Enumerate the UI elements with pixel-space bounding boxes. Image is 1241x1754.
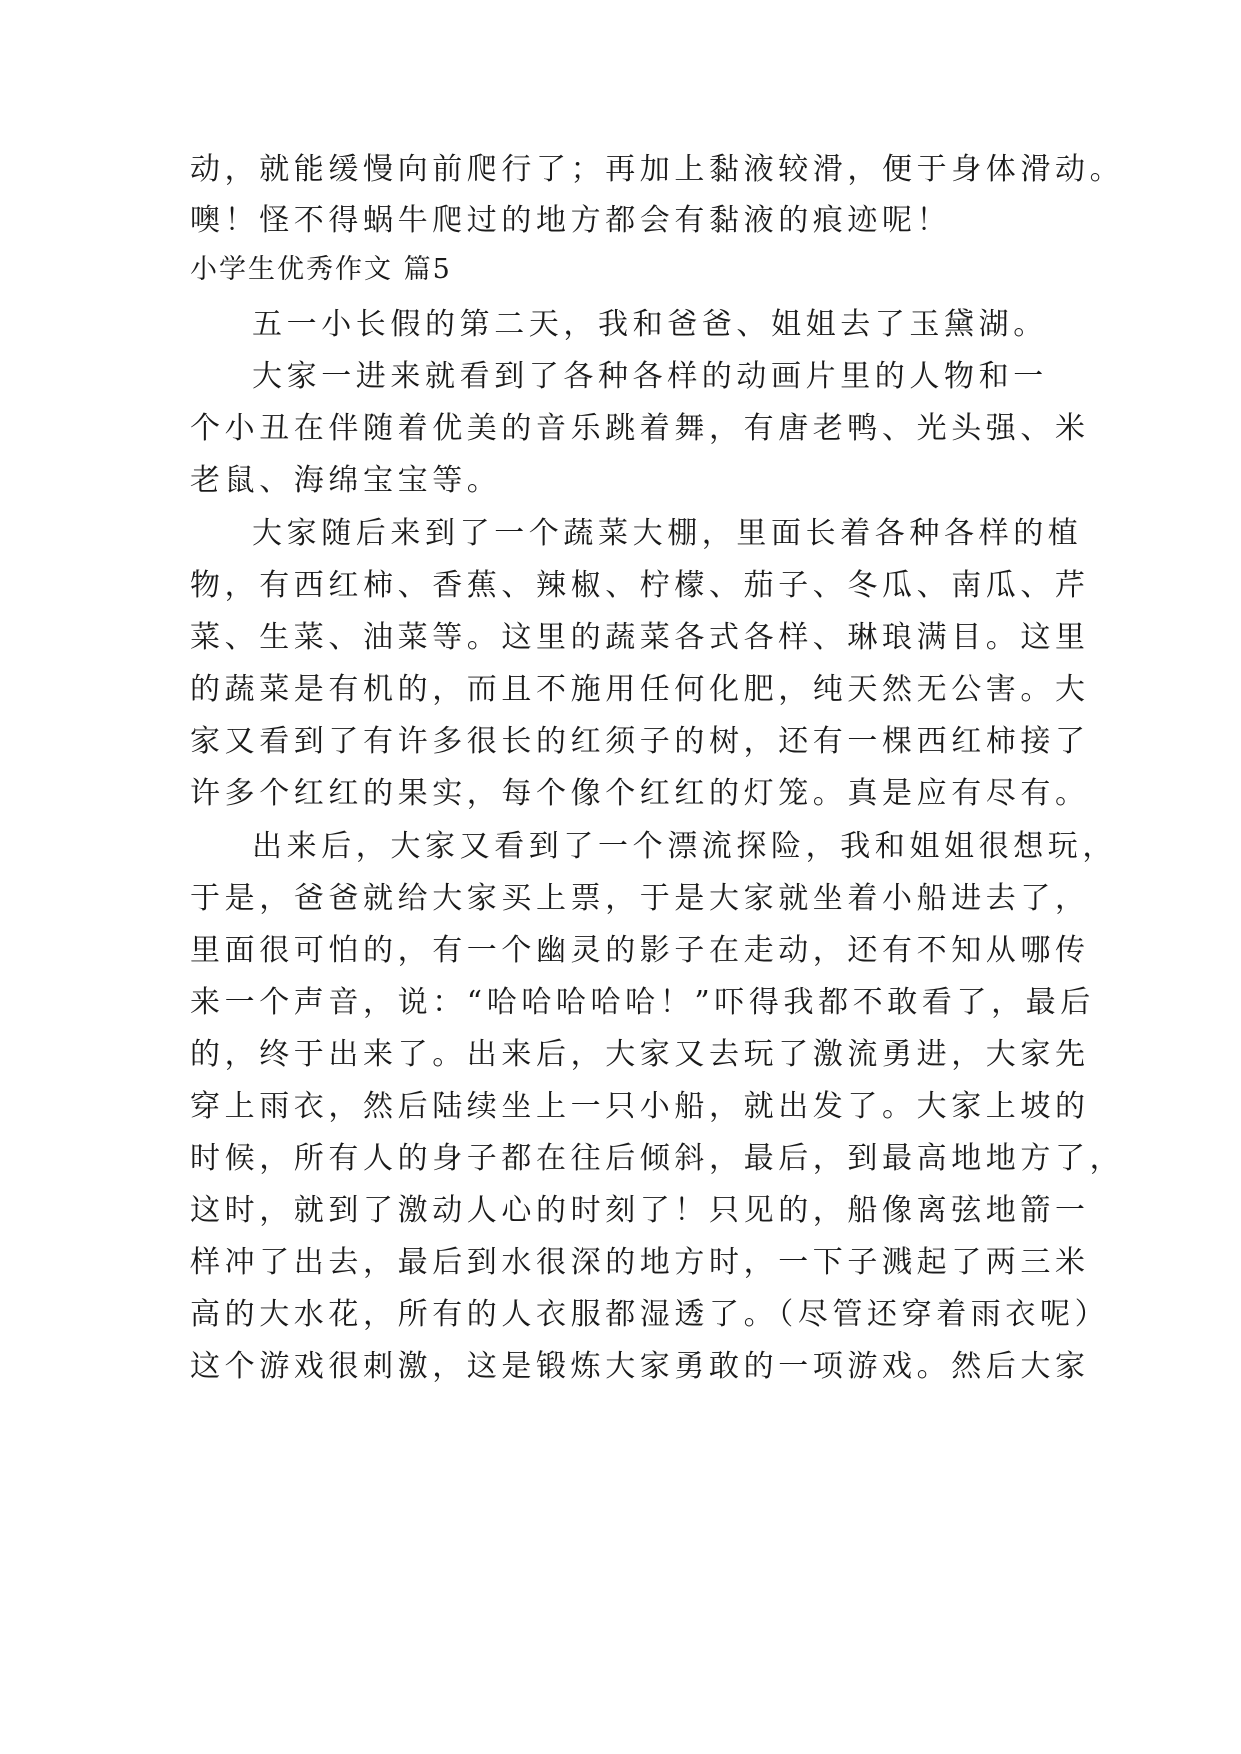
text-line: 菜、生菜、油菜等。这里的蔬菜各式各样、琳琅满目。这里: [190, 620, 1090, 655]
text-line: 个小丑在伴随着优美的音乐跳着舞，有唐老鸭、光头强、米: [190, 411, 1090, 446]
text-line: 的蔬菜是有机的，而且不施用任何化肥，纯天然无公害。大: [190, 672, 1090, 707]
text-line: 动，就能缓慢向前爬行了；再加上黏液较滑，便于身体滑动。: [190, 152, 1125, 187]
text-line: 样冲了出去，最后到水很深的地方时，一下子溅起了两三米: [190, 1245, 1090, 1280]
text-line: 噢！怪不得蜗牛爬过的地方都会有黏液的痕迹呢！: [190, 203, 952, 238]
text-line: 于是，爸爸就给大家买上票，于是大家就坐着小船进去了，: [190, 881, 1090, 916]
text-line: 里面很可怕的，有一个幽灵的影子在走动，还有不知从哪传: [190, 933, 1090, 968]
section-title: 小学生优秀作文 篇5: [190, 254, 452, 285]
text-line: 这时，就到了激动人心的时刻了！只见的，船像离弦地箭一: [190, 1193, 1090, 1228]
text-line: 时候，所有人的身子都在往后倾斜，最后，到最高地地方了，: [190, 1141, 1125, 1176]
text-line: 穿上雨衣，然后陆续坐上一只小船，就出发了。大家上坡的: [190, 1089, 1090, 1124]
text-line: 老鼠、海绵宝宝等。: [190, 463, 502, 498]
text-line: 物，有西红柿、香蕉、辣椒、柠檬、茄子、冬瓜、南瓜、芹: [190, 568, 1090, 603]
text-line: 高的大水花，所有的人衣服都湿透了。（尽管还穿着雨衣呢）: [190, 1297, 1110, 1332]
text-line: 大家一进来就看到了各种各样的动画片里的人物和一: [252, 359, 1048, 394]
text-line: 许多个红红的果实，每个像个红红的灯笼。真是应有尽有。: [190, 776, 1090, 811]
text-line: 大家随后来到了一个蔬菜大棚，里面长着各种各样的植: [252, 516, 1083, 551]
text-line: 这个游戏很刺激，这是锻炼大家勇敢的一项游戏。然后大家: [190, 1349, 1090, 1384]
text-line: 来一个声音，说：“哈哈哈哈哈！”吓得我都不敢看了，最后: [190, 985, 1095, 1020]
text-line: 的，终于出来了。出来后，大家又去玩了激流勇进，大家先: [190, 1037, 1090, 1072]
text-line: 出来后，大家又看到了一个漂流探险，我和姐姐很想玩，: [252, 829, 1117, 864]
text-line: 家又看到了有许多很长的红须子的树，还有一棵西红柿接了: [190, 724, 1090, 759]
text-line: 五一小长假的第二天，我和爸爸、姐姐去了玉黛湖。: [252, 307, 1048, 342]
